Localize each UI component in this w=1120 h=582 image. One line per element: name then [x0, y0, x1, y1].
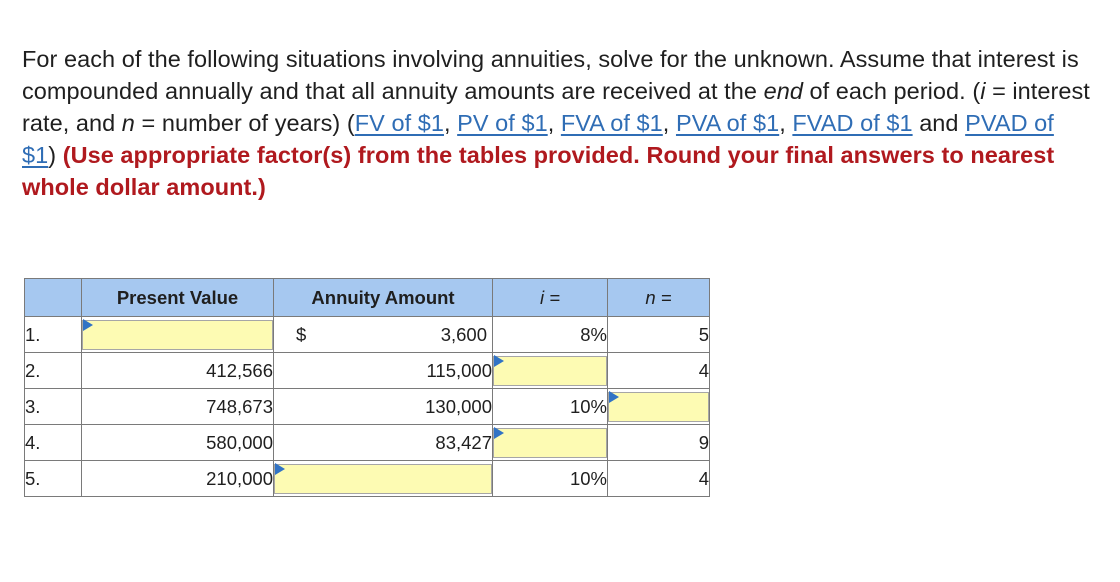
instruction-n-variable: n	[121, 110, 135, 136]
table-row	[25, 389, 710, 425]
instruction-text-3: = interest rate, and	[22, 78, 1090, 136]
link-fv-of-1[interactable]: FV of $1	[354, 110, 444, 136]
rate-cell	[493, 353, 608, 389]
rate-value: 10%	[493, 461, 608, 497]
present-value-value: 748,673	[82, 389, 274, 425]
rate-cell	[493, 425, 608, 461]
rate-value: 10%	[493, 389, 608, 425]
annuity-amount-cell	[274, 317, 493, 353]
link-fvad-of-1[interactable]: FVAD of $1	[792, 110, 913, 136]
dollar-sign: $	[296, 324, 307, 345]
question-text	[22, 43, 1092, 203]
header-rate: i =	[493, 279, 608, 317]
rate-input-4[interactable]	[493, 428, 607, 458]
table-row	[25, 461, 710, 497]
annuity-amount-value: 83,427	[274, 425, 493, 461]
present-value-value: 580,000	[82, 425, 274, 461]
present-value-cell	[82, 317, 274, 353]
instruction-text-2: of each period. (	[802, 78, 981, 104]
instruction-note: (Use appropriate factor(s) from the tables provided. Round your final answers to nearest whole dollar amount.)	[22, 142, 1055, 200]
link-pvad-of-1[interactable]: PVAD of $1	[22, 110, 1054, 168]
present-value-value: 412,566	[82, 353, 274, 389]
row-label: 5.	[25, 461, 82, 497]
separator: ,	[443, 110, 458, 136]
periods-value: 5	[608, 317, 710, 353]
annuity-amount-cell	[274, 461, 493, 497]
row-label: 3.	[25, 389, 82, 425]
table-row	[25, 317, 710, 353]
annuity-amount-value: 130,000	[274, 389, 493, 425]
link-pva-of-1[interactable]: PVA of $1	[675, 110, 780, 136]
row-label: 4.	[25, 425, 82, 461]
annuity-amount-input-5[interactable]	[274, 464, 492, 494]
header-row	[25, 279, 710, 317]
header-blank	[25, 279, 82, 317]
separator: ,	[779, 110, 793, 136]
annuity-amount-value: 3,600	[440, 324, 487, 345]
annuity-table	[24, 278, 710, 497]
separator: ,	[662, 110, 676, 136]
instruction-text-5: )	[48, 142, 63, 168]
annuity-amount-value: 115,000	[274, 353, 493, 389]
periods-value: 4	[608, 461, 710, 497]
instruction-text-4: = number of years) (	[134, 110, 355, 136]
header-present-value: Present Value	[82, 279, 274, 317]
link-fva-of-1[interactable]: FVA of $1	[560, 110, 663, 136]
separator: ,	[547, 110, 561, 136]
instruction-end-word: end	[763, 78, 803, 104]
periods-value: 4	[608, 353, 710, 389]
present-value-value: 210,000	[82, 461, 274, 497]
row-label: 1.	[25, 317, 82, 353]
table-row	[25, 353, 710, 389]
instruction-i-variable: i	[980, 78, 986, 104]
periods-input-3[interactable]	[608, 392, 709, 422]
link-pv-of-1[interactable]: PV of $1	[457, 110, 548, 136]
present-value-input-1[interactable]	[82, 320, 273, 350]
instruction-text-1: For each of the following situations involving annuities, solve for the unknown. Assume that interest is compounded annually and that all annuity amounts are received at the	[22, 46, 1079, 104]
header-periods: n =	[608, 279, 710, 317]
header-annuity-amount: Annuity Amount	[274, 279, 493, 317]
rate-value: 8%	[493, 317, 608, 353]
row-label: 2.	[25, 353, 82, 389]
rate-input-2[interactable]	[493, 356, 607, 386]
and-word: and	[912, 110, 966, 136]
periods-value: 9	[608, 425, 710, 461]
periods-cell	[608, 389, 710, 425]
table-row	[25, 425, 710, 461]
